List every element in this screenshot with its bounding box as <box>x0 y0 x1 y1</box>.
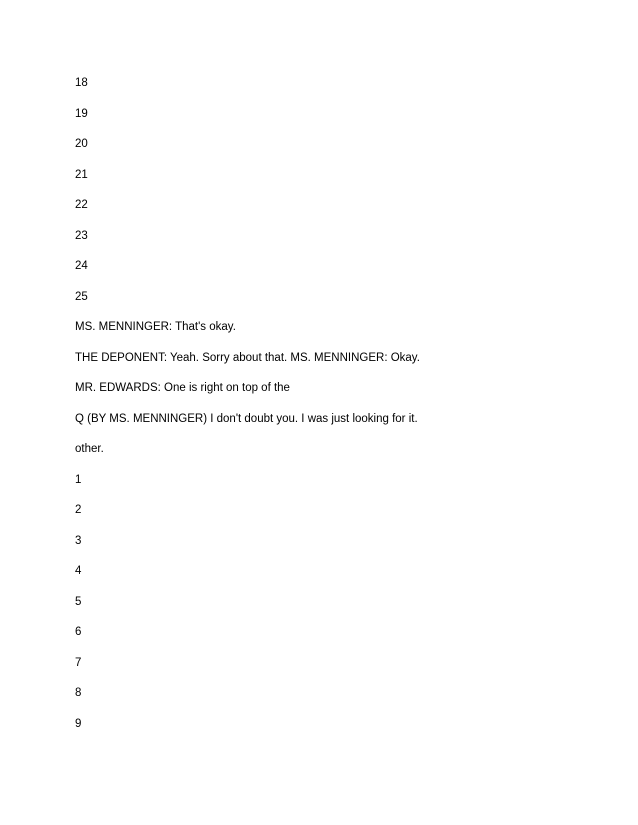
line-number-4: 4 <box>75 565 82 577</box>
line-number-3: 3 <box>75 535 82 547</box>
line-number-6: 6 <box>75 626 82 638</box>
line-number-24: 24 <box>75 260 88 272</box>
line-number-23: 23 <box>75 230 88 242</box>
transcript-line-menninger: MS. MENNINGER: That's okay. <box>75 321 236 333</box>
line-number-5: 5 <box>75 596 82 608</box>
line-number-8: 8 <box>75 687 82 699</box>
line-number-19: 19 <box>75 108 88 120</box>
line-number-1: 1 <box>75 474 82 486</box>
line-number-22: 22 <box>75 199 88 211</box>
line-number-9: 9 <box>75 718 82 730</box>
transcript-line-edwards: MR. EDWARDS: One is right on top of the <box>75 382 290 394</box>
transcript-line-other: other. <box>75 443 104 455</box>
line-number-20: 20 <box>75 138 88 150</box>
transcript-line-deponent: THE DEPONENT: Yeah. Sorry about that. MS. MENNINGER: Okay. <box>75 352 420 364</box>
line-number-18: 18 <box>75 77 88 89</box>
transcript-line-question: Q (BY MS. MENNINGER) I don't doubt you. I was just looking for it. <box>75 413 418 425</box>
line-number-7: 7 <box>75 657 82 669</box>
line-number-25: 25 <box>75 291 88 303</box>
line-number-2: 2 <box>75 504 82 516</box>
line-number-21: 21 <box>75 169 88 181</box>
